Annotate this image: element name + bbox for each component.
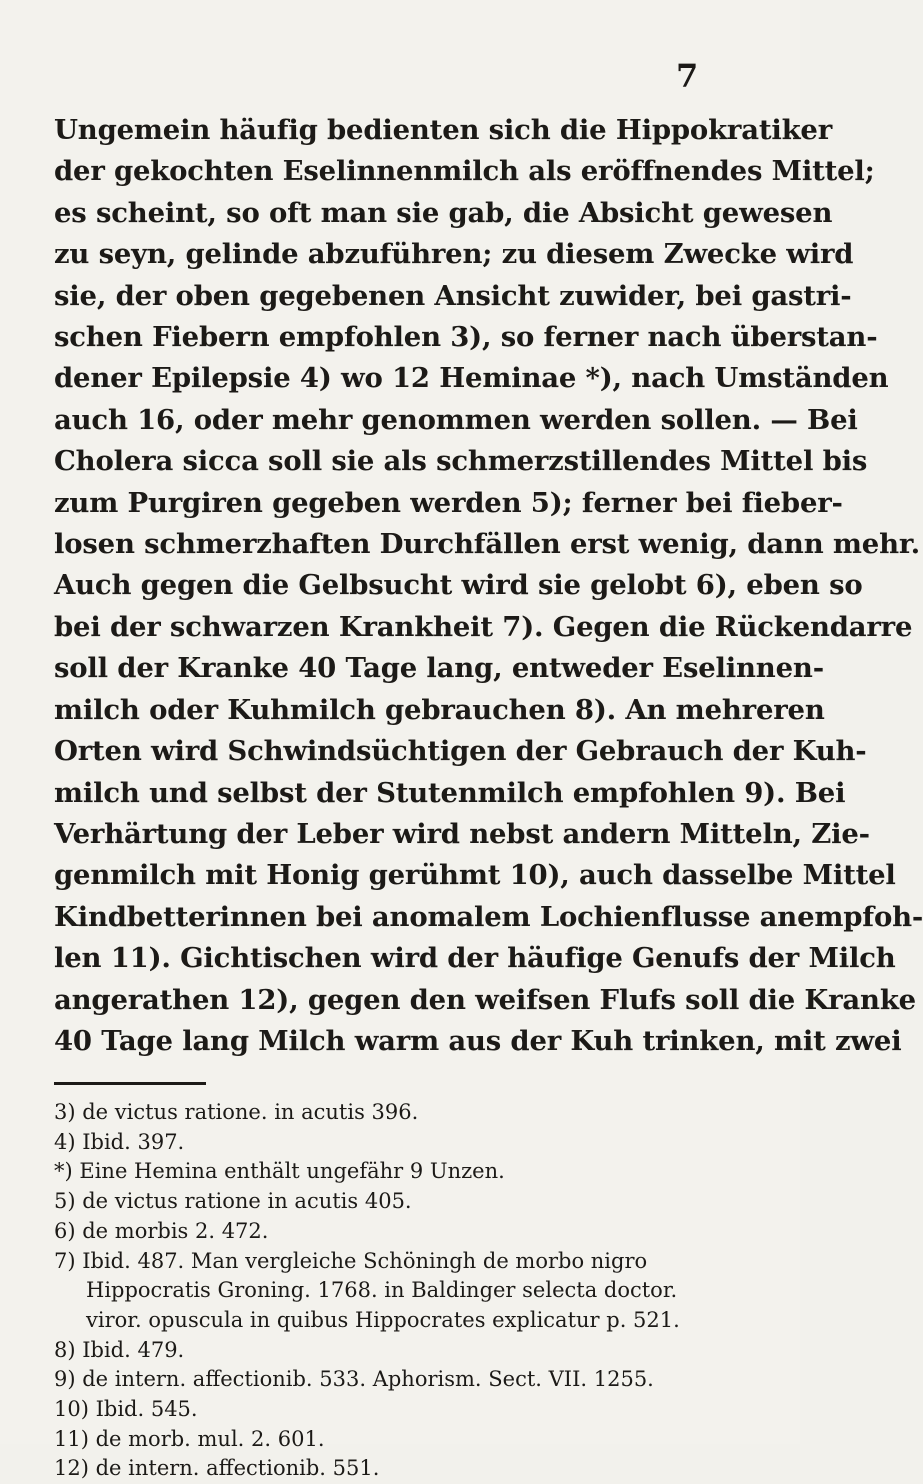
footnote: 5) de victus ratione in acutis 405. xyxy=(54,1189,412,1214)
text-line: 40 Tage lang Milch warm aus der Kuh trinken, mit zwei xyxy=(54,1024,902,1057)
text-line: Kindbetterinnen bei anomalem Lochienflusse anempfoh- xyxy=(54,900,923,933)
text-line: Ungemein häufig bedienten sich die Hippokratiker xyxy=(54,114,833,146)
text-line: es scheint, so oft man sie gab, die Absicht gewesen xyxy=(54,196,833,229)
footnote: 6) de morbis 2. 472. xyxy=(54,1218,269,1243)
footnote-divider xyxy=(54,1082,206,1085)
text-line: Cholera sicca soll sie als schmerzstillendes Mittel bis xyxy=(54,445,868,478)
text-line: milch und selbst der Stutenmilch empfohlen 9). Bei xyxy=(54,776,846,809)
text-line: milch oder Kuhmilch gebrauchen 8). An mehreren xyxy=(54,693,825,726)
footnote-continuation: viror. opuscula in quibus Hippocrates explicatur p. 521. xyxy=(86,1307,680,1332)
footnote: 10) Ibid. 545. xyxy=(54,1397,198,1422)
text-line: Verhärtung der Leber wird nebst andern Mitteln, Zie- xyxy=(54,817,870,850)
footnote-continuation: Hippocratis Groning. 1768. in Baldinger selecta doctor. xyxy=(86,1278,678,1303)
footnote: 8) Ibid. 479. xyxy=(54,1337,185,1362)
text-line: angerathen 12), gegen den weifsen Flufs soll die Kranke xyxy=(54,983,916,1016)
footnote: 9) de intern. affectionib. 533. Aphorism. Sect. VII. 1255. xyxy=(54,1367,654,1392)
footnote: 7) Ibid. 487. Man vergleiche Schöningh de morbo nigro xyxy=(54,1248,648,1273)
footnote: 11) de morb. mul. 2. 601. xyxy=(54,1426,325,1451)
footnote: 3) de victus ratione. in acutis 396. xyxy=(54,1100,419,1124)
text-line: der gekochten Eselinnenmilch als eröffnendes Mittel; xyxy=(54,155,875,188)
text-line: len 11). Gichtischen wird der häufige Genufs der Milch xyxy=(54,942,896,975)
text-line: schen Fiebern empfohlen 3), so ferner nach überstan- xyxy=(54,321,878,354)
footnote: 4) Ibid. 397. xyxy=(54,1129,185,1154)
text-line: zu seyn, gelinde abzuführen; zu diesem Zwecke wird xyxy=(54,238,854,271)
text-line: Auch gegen die Gelbsucht wird sie gelobt 6), eben so xyxy=(54,569,863,602)
main-text xyxy=(54,110,923,1062)
footnote: *) Eine Hemina enthält ungefähr 9 Unzen. xyxy=(54,1159,505,1184)
text-line: losen schmerzhaften Durchfällen erst wenig, dann mehr. xyxy=(54,528,921,561)
footnote: 12) de intern. affectionib. 551. xyxy=(54,1456,380,1481)
text-line: auch 16, oder mehr genommen werden sollen. — Bei xyxy=(54,403,858,436)
text-line: sie, der oben gegebenen Ansicht zuwider, bei gastri- xyxy=(54,279,852,312)
text-line: genmilch mit Honig gerühmt 10), auch dasselbe Mittel xyxy=(54,859,896,892)
text-line: bei der schwarzen Krankheit 7). Gegen die Rückendarre xyxy=(54,610,913,643)
page-number: 7 xyxy=(676,57,699,95)
text-line: zum Purgiren gegeben werden 5); ferner bei fieber- xyxy=(54,486,843,519)
text-line: soll der Kranke 40 Tage lang, entweder Eselinnen- xyxy=(54,652,824,685)
text-line: Orten wird Schwindsüchtigen der Gebrauch der Kuh- xyxy=(54,735,867,768)
text-line: dener Epilepsie 4) wo 12 Heminae *), nach Umständen xyxy=(54,362,889,395)
footnotes xyxy=(54,1098,754,1484)
